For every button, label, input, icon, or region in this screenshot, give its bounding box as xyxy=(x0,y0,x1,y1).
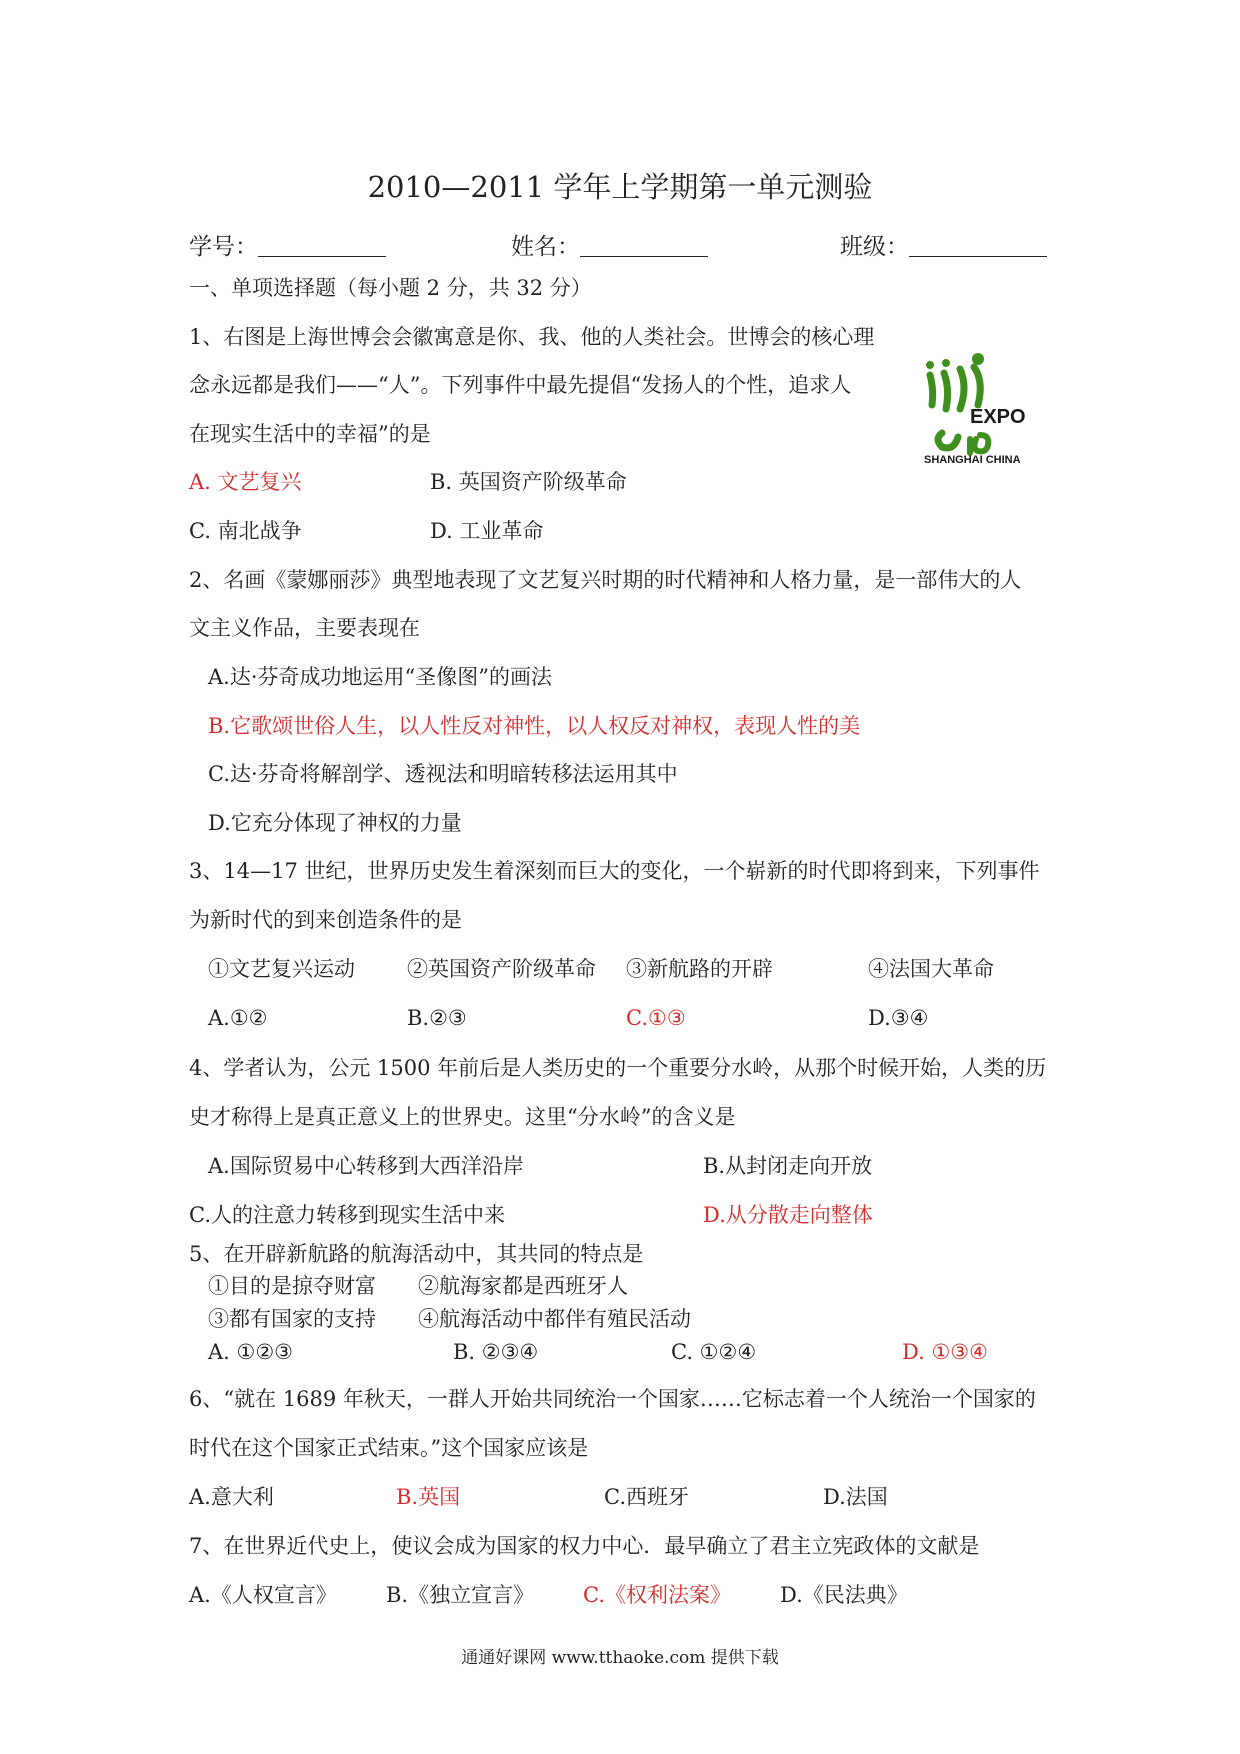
class-blank xyxy=(909,234,1047,257)
class-label: 班级： xyxy=(840,234,909,260)
student-no-label: 学号： xyxy=(189,234,258,260)
q7-option-b: B.《独立宣言》 xyxy=(386,1583,535,1607)
q7-option-d: D.《民法典》 xyxy=(780,1583,908,1607)
q5-option-b: B. ②③④ xyxy=(453,1340,539,1364)
q3-item-4: ④法国大革命 xyxy=(868,957,994,981)
q2-option-b: B.它歌颂世俗人生，以人性反对神性，以人权反对神权，表现人性的美 xyxy=(208,714,861,738)
q1-line2: 念永远都是我们——“人”。下列事件中最先提倡“发扬人的个性，追求人 xyxy=(189,373,852,397)
q3-item-1: ①文艺复兴运动 xyxy=(208,957,355,981)
student-no-field xyxy=(189,228,386,261)
q5-item-2: ②航海家都是西班牙人 xyxy=(418,1274,628,1298)
q1-option-c: C. 南北战争 xyxy=(189,519,302,543)
q5-line1: 5、在开辟新航路的航海活动中，其共同的特点是 xyxy=(189,1242,644,1266)
q3-option-d: D.③④ xyxy=(868,1006,929,1030)
q5-item-3: ③都有国家的支持 xyxy=(208,1307,376,1331)
q7-option-c: C.《权利法案》 xyxy=(583,1583,731,1607)
q6-option-a: A.意大利 xyxy=(189,1485,274,1509)
q6-option-d: D.法国 xyxy=(823,1485,888,1509)
q6-line2: 时代在这个国家正式结束。”这个国家应该是 xyxy=(189,1436,589,1460)
q7-option-a: A.《人权宣言》 xyxy=(189,1583,337,1607)
q7-line1: 7、在世界近代史上，使议会成为国家的权力中心．最早确立了君主立宪政体的文献是 xyxy=(189,1534,980,1558)
q6-option-c: C.西班牙 xyxy=(604,1485,689,1509)
name-field xyxy=(511,228,708,261)
expo-2010-emblem-icon xyxy=(918,345,1038,465)
student-no-blank xyxy=(258,234,386,257)
q5-item-4: ④航海活动中都伴有殖民活动 xyxy=(418,1307,691,1331)
q5-item-1: ①目的是掠夺财富 xyxy=(208,1274,376,1298)
q2-option-c: C.达·芬奇将解剖学、透视法和明暗转移法运用其中 xyxy=(208,762,678,786)
name-blank xyxy=(580,234,708,257)
q1-line1: 1、右图是上海世博会会徽寓意是你、我、他的人类社会。世博会的核心理 xyxy=(189,325,875,349)
q4-option-a: A.国际贸易中心转移到大西洋沿岸 xyxy=(208,1154,524,1178)
q3-option-a: A.①② xyxy=(208,1006,268,1030)
q2-option-d: D.它充分体现了神权的力量 xyxy=(208,811,462,835)
q6-line1: 6、“就在 1689 年秋天，一群人开始共同统治一个国家……它标志着一个人统治一个国家的 xyxy=(189,1387,1036,1411)
q3-item-3: ③新航路的开辟 xyxy=(626,957,773,981)
q3-item-2: ②英国资产阶级革命 xyxy=(407,957,596,981)
q1-option-d: D. 工业革命 xyxy=(430,519,544,543)
q2-line1: 2、名画《蒙娜丽莎》典型地表现了文艺复兴时期的时代精神和人格力量，是一部伟大的人 xyxy=(189,568,1022,592)
q5-option-c: C. ①②④ xyxy=(671,1340,757,1364)
q1-line3: 在现实生活中的幸福”的是 xyxy=(189,422,431,446)
q5-option-d: D. ①③④ xyxy=(902,1340,988,1364)
class-field xyxy=(840,228,1047,261)
q6-option-b: B.英国 xyxy=(396,1485,461,1509)
logo-word: EXPO xyxy=(970,406,1026,428)
logo-subtitle: SHANGHAI CHINA xyxy=(924,454,1021,465)
q2-line2: 文主义作品，主要表现在 xyxy=(189,616,420,640)
q3-option-b: B.②③ xyxy=(407,1006,467,1030)
q4-option-c: C.人的注意力转移到现实生活中来 xyxy=(189,1203,505,1227)
page-title: 2010—2011 学年上学期第一单元测验 xyxy=(367,170,873,204)
q5-option-a: A. ①②③ xyxy=(208,1340,293,1364)
name-label: 姓名： xyxy=(511,234,580,260)
q4-line1: 4、学者认为，公元 1500 年前后是人类历史的一个重要分水岭，从那个时候开始，人类的历 xyxy=(189,1056,1047,1080)
q4-line2: 史才称得上是真正意义上的世界史。这里“分水岭”的含义是 xyxy=(189,1105,736,1129)
section-heading: 一、单项选择题（每小题 2 分，共 32 分） xyxy=(189,276,592,300)
expo-logo xyxy=(918,345,1038,465)
q2-option-a: A.达·芬奇成功地运用“圣像图”的画法 xyxy=(208,665,552,689)
q4-option-d: D.从分散走向整体 xyxy=(703,1203,873,1227)
q3-line1: 3、14—17 世纪，世界历史发生着深刻而巨大的变化，一个崭新的时代即将到来，下列事件 xyxy=(189,859,1040,883)
q4-option-b: B.从封闭走向开放 xyxy=(703,1154,873,1178)
page-footer: 通通好课网 www.tthaoke.com 提供下载 xyxy=(461,1648,779,1668)
q1-option-b: B. 英国资产阶级革命 xyxy=(430,470,627,494)
q1-option-a: A. 文艺复兴 xyxy=(189,470,302,494)
q3-option-c: C.①③ xyxy=(626,1006,686,1030)
q3-line2: 为新时代的到来创造条件的是 xyxy=(189,908,462,932)
